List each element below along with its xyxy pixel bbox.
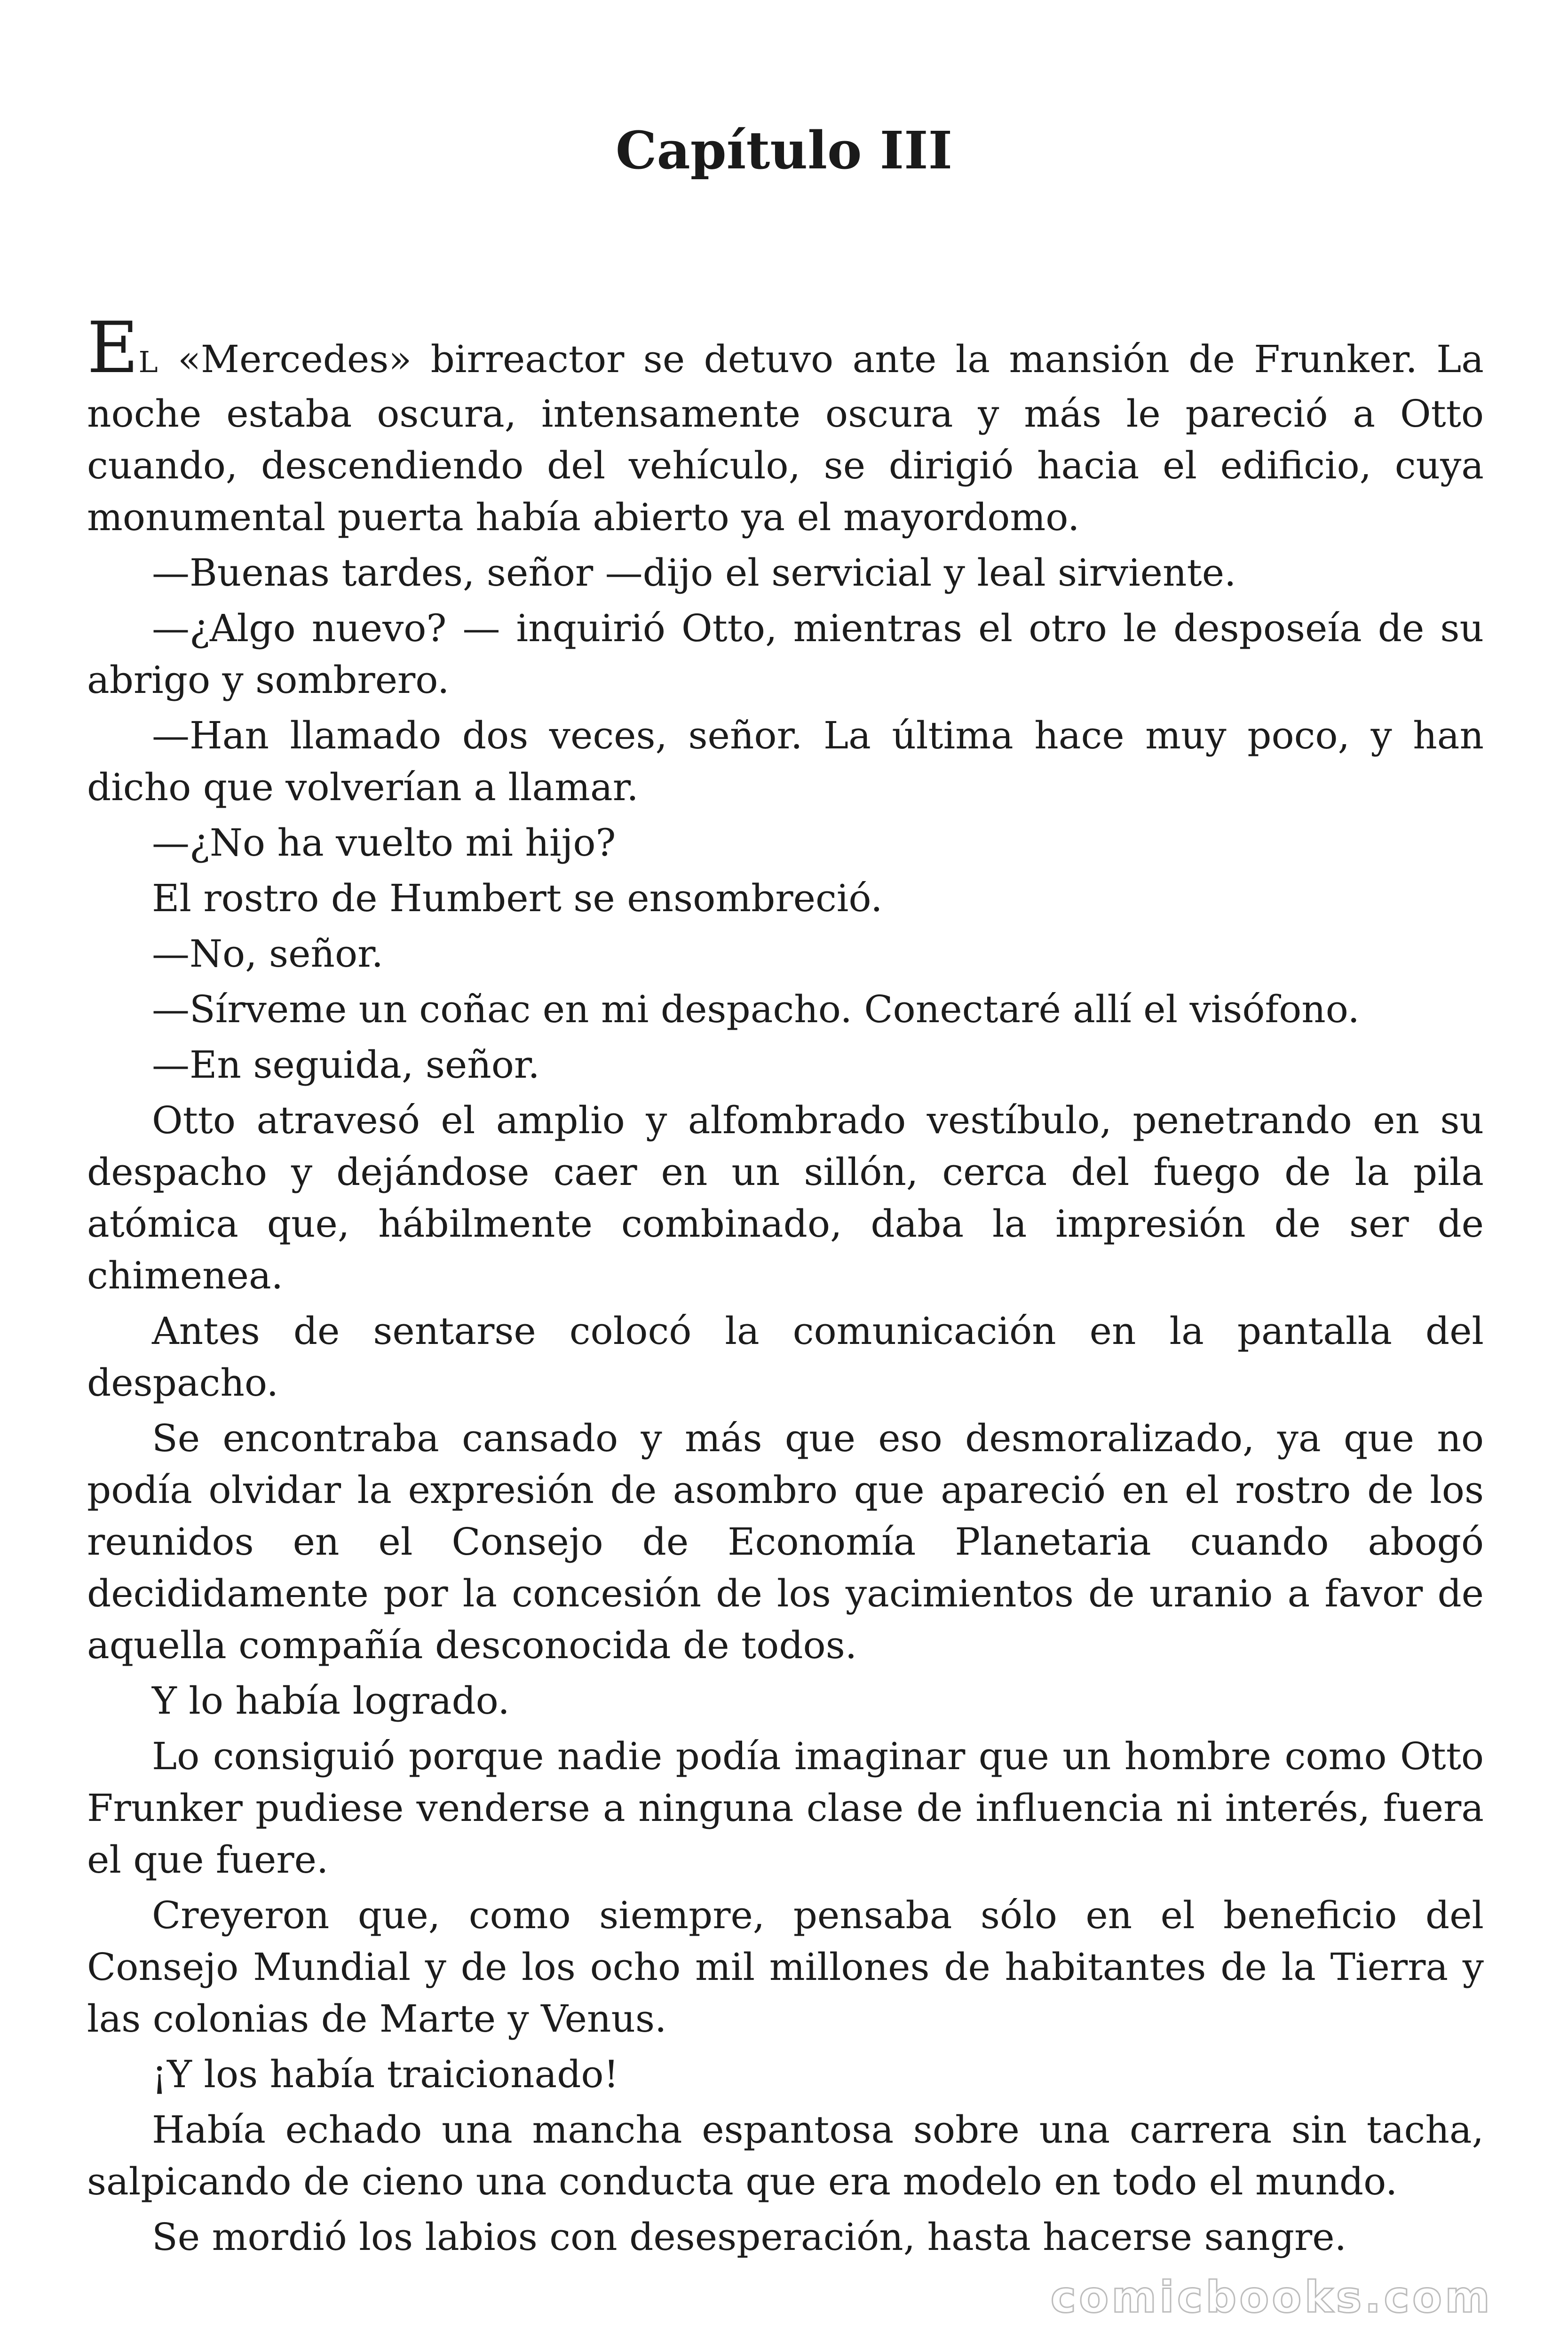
paragraph: Otto atravesó el amplio y alfombrado vestíbulo, penetrando en su despacho y dejándose caer en un sillón, cerca del fuego de la pila atómica que, hábilmente combinado, daba la impresión de ser de chimenea. [87, 1098, 1484, 1297]
chapter-body [87, 307, 1484, 2267]
paragraph: —Sírveme un coñac en mi despacho. Conectaré allí el visófono. [152, 987, 1360, 1031]
paragraph: Lo consiguió porque nadie podía imaginar que un hombre como Otto Frunker pudiese venderse a ninguna clase de influencia ni interés, fuera el que fuere. [87, 1734, 1484, 1882]
watermark-logo: comicbooks.com [1050, 2272, 1493, 2322]
drop-cap-smallcap: L [138, 345, 159, 379]
paragraph: ¡Y los había traicionado! [152, 2052, 619, 2096]
paragraph: Y lo había logrado. [152, 1679, 510, 1723]
paragraph: —No, señor. [152, 932, 383, 976]
paragraph: Había echado una mancha espantosa sobre una carrera sin tacha, salpicando de cieno una conducta que era modelo en todo el mundo. [87, 2108, 1484, 2203]
first-paragraph-text: «Mercedes» birreactor se detuvo ante la mansión de Frunker. La noche estaba oscura, intensamente oscura y más le pareció a Otto cuando, descendiendo del vehículo, se dirigió hacia el edificio, cuya monumental puerta había abierto ya el mayordomo. [87, 337, 1484, 539]
paragraph: El rostro de Humbert se ensombreció. [152, 876, 883, 920]
chapter-title: Capítulo III [615, 120, 953, 181]
paragraph: —¿No ha vuelto mi hijo? [152, 821, 616, 865]
paragraph: —¿Algo nuevo? — inquirió Otto, mientras el otro le desposeía de su abrigo y sombrero. [87, 606, 1484, 702]
paragraph: —Buenas tardes, señor —dijo el servicial y leal sirviente. [152, 551, 1236, 595]
paragraph: Creyeron que, como siempre, pensaba sólo en el beneficio del Consejo Mundial y de los ocho mil millones de habitantes de la Tierra y las colonias de Marte y Venus. [87, 1893, 1484, 2041]
first-paragraph [87, 307, 1484, 543]
drop-cap-initial: E [87, 307, 139, 389]
paragraph: Se mordió los labios con desesperación, hasta hacerse sangre. [152, 2215, 1347, 2259]
paragraph: —Han llamado dos veces, señor. La última hace muy poco, y han dicho que volverían a llamar. [87, 714, 1484, 809]
paragraph: —En seguida, señor. [152, 1043, 540, 1087]
paragraph: Antes de sentarse colocó la comunicación en la pantalla del despacho. [87, 1309, 1484, 1405]
paragraph: Se encontraba cansado y más que eso desmoralizado, ya que no podía olvidar la expresión de asombro que apareció en el rostro de los reunidos en el Consejo de Economía Planetaria cuando abogó decididamente por la concesión de los yacimientos de uranio a favor de aquella compañía desconocida de todos. [87, 1416, 1484, 1667]
